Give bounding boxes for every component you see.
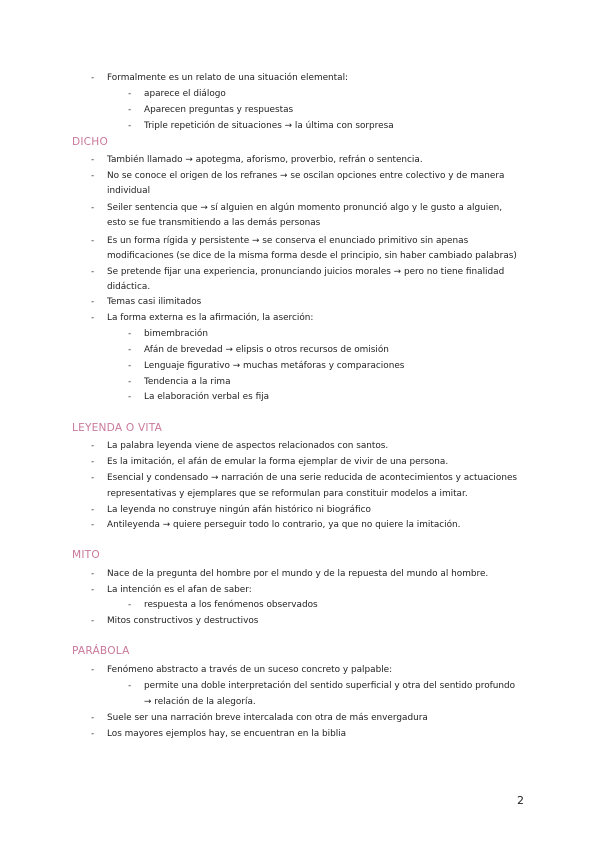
list-item-continuation: didáctica.: [107, 282, 151, 292]
bullet-dash: -: [91, 729, 95, 739]
list-item: Fenómeno abstracto a través de un suceso concreto y palpable:: [107, 665, 393, 675]
list-item: Temas casi ilimitados: [107, 297, 202, 307]
bullet-dash: -: [91, 585, 95, 595]
list-item: La palabra leyenda viene de aspectos relacionados con santos.: [107, 441, 389, 451]
bullet-dash: -: [91, 313, 95, 323]
section-heading-leyenda: LEYENDA O VITA: [72, 422, 163, 434]
bullet-dash: -: [128, 329, 132, 339]
list-item: También llamado → apotegma, aforismo, proverbio, refrán o sentencia.: [107, 155, 423, 165]
list-item: Esencial y condensado → narración de una serie reducida de acontecimientos y actuaciones: [107, 473, 518, 483]
section-heading-parabola: PARÁBOLA: [72, 645, 130, 657]
list-item: Mitos constructivos y destructivos: [107, 616, 259, 626]
section-heading-dicho: DICHO: [72, 136, 108, 148]
bullet-dash: -: [91, 505, 95, 515]
bullet-dash: -: [91, 171, 95, 181]
bullet-dash: -: [128, 105, 132, 115]
bullet-dash: -: [128, 681, 132, 691]
list-item: Lenguaje figurativo → muchas metáforas y comparaciones: [144, 361, 405, 371]
bullet-dash: -: [91, 155, 95, 165]
list-item: Aparecen preguntas y respuestas: [144, 105, 294, 115]
list-item: La intención es el afan de saber:: [107, 585, 252, 595]
list-item: Nace de la pregunta del hombre por el mundo y de la repuesta del mundo al hombre.: [107, 569, 489, 579]
list-item-continuation: esto se fue transmitiendo a las demás personas: [107, 218, 321, 228]
bullet-dash: -: [128, 377, 132, 387]
list-item: Seiler sentencia que → sí alguien en algún momento pronunció algo y le gusto a alguien,: [107, 203, 503, 213]
bullet-dash: -: [91, 457, 95, 467]
list-item: Los mayores ejemplos hay, se encuentran en la biblia: [107, 729, 347, 739]
bullet-dash: -: [128, 361, 132, 371]
list-item-continuation: → relación de la alegoría.: [144, 697, 256, 707]
list-item: permite una doble interpretación del sentido superficial y otra del sentido profundo: [144, 681, 516, 691]
list-item: respuesta a los fenómenos observados: [144, 600, 318, 610]
list-item: Tendencia a la rima: [144, 377, 231, 387]
bullet-dash: -: [128, 392, 132, 402]
page-number: 2: [517, 794, 524, 807]
bullet-dash: -: [91, 713, 95, 723]
list-item: Es la imitación, el afán de emular la forma ejemplar de vivir de una persona.: [107, 457, 449, 467]
bullet-dash: -: [91, 520, 95, 530]
bullet-dash: -: [91, 203, 95, 213]
list-item: Triple repetición de situaciones → la última con sorpresa: [144, 121, 394, 131]
bullet-dash: -: [128, 600, 132, 610]
bullet-dash: -: [128, 345, 132, 355]
bullet-dash: -: [128, 121, 132, 131]
list-item: La elaboración verbal es fija: [144, 392, 270, 402]
list-item: Se pretende fijar una experiencia, pronunciando juicios morales → pero no tiene finalidad: [107, 267, 505, 277]
list-item: bimembración: [144, 329, 208, 339]
bullet-dash: -: [91, 569, 95, 579]
bullet-dash: -: [91, 267, 95, 277]
section-heading-mito: MITO: [72, 549, 100, 561]
bullet-dash: -: [128, 89, 132, 99]
list-item: Afán de brevedad → elipsis o otros recursos de omisión: [144, 345, 389, 355]
bullet-dash: -: [91, 236, 95, 246]
list-item: La forma externa es la afirmación, la aserción:: [107, 313, 314, 323]
list-item: No se conoce el origen de los refranes → se oscilan opciones entre colectivo y de manera: [107, 171, 505, 181]
bullet-dash: -: [91, 473, 95, 483]
list-item: Formalmente es un relato de una situación elemental:: [107, 73, 349, 83]
list-item: Es un forma rígida y persistente → se conserva el enunciado primitivo sin apenas: [107, 236, 469, 246]
bullet-dash: -: [91, 616, 95, 626]
list-item-continuation: individual: [107, 186, 151, 196]
list-item: Suele ser una narración breve intercalada con otra de más envergadura: [107, 713, 428, 723]
list-item-continuation: modificaciones (se dice de la misma forma desde el principio, sin haber cambiado palabras): [107, 251, 517, 261]
list-item-continuation: representativas y ejemplares que se reformulan para constituir modelos a imitar.: [107, 489, 468, 499]
list-item: aparece el diálogo: [144, 89, 226, 99]
bullet-dash: -: [91, 441, 95, 451]
bullet-dash: -: [91, 297, 95, 307]
list-item: La leyenda no construye ningún afán histórico ni biográfico: [107, 505, 371, 515]
bullet-dash: -: [91, 665, 95, 675]
bullet-dash: -: [91, 73, 95, 83]
list-item: Antileyenda → quiere perseguir todo lo contrario, ya que no quiere la imitación.: [107, 520, 461, 530]
